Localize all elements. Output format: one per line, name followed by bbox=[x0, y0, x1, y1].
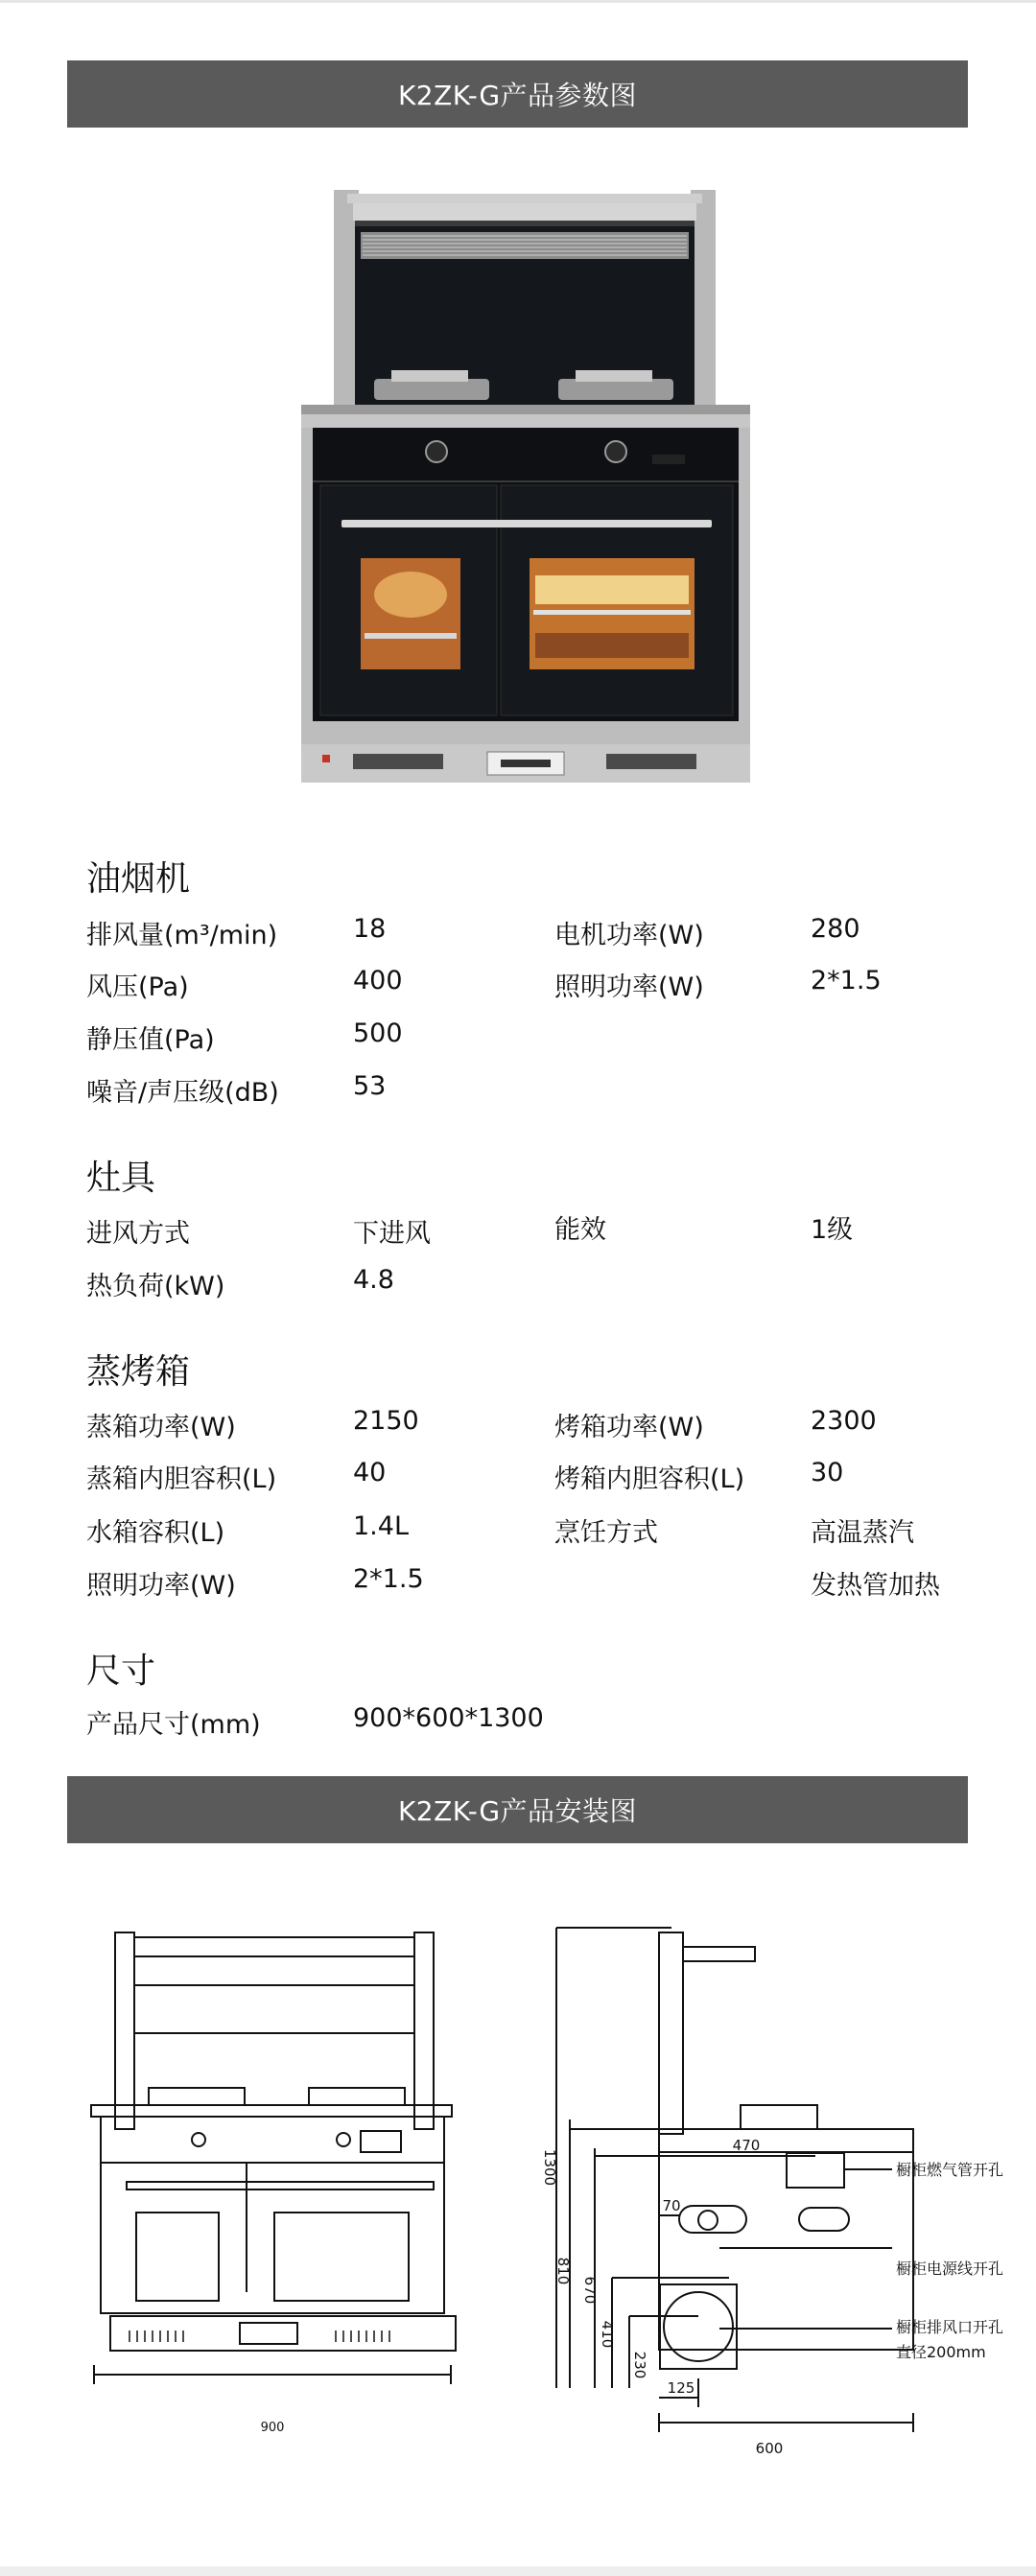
label-power-cable-hole: 橱柜电源线开孔 bbox=[896, 2260, 1004, 2278]
spec-label: 电机功率(W) bbox=[554, 921, 704, 950]
spec-label: 产品尺寸(mm) bbox=[86, 1710, 261, 1740]
product-image bbox=[288, 182, 758, 796]
dim-70: 70 bbox=[662, 2197, 681, 2214]
spec-value: 4.8 bbox=[353, 1265, 394, 1295]
spec-label: 噪音/声压级(dB) bbox=[86, 1078, 279, 1108]
dim-600: 600 bbox=[755, 2440, 784, 2457]
params-banner bbox=[67, 60, 968, 128]
size-section-title: 尺寸 bbox=[86, 1651, 156, 1691]
dim-height-1300: 1300 bbox=[541, 2148, 558, 2187]
spec-value: 1级 bbox=[811, 1215, 854, 1245]
spec-label: 静压值(Pa) bbox=[86, 1025, 215, 1055]
spec-value: 高温蒸汽 bbox=[811, 1518, 914, 1548]
spec-value: 1.4L bbox=[353, 1511, 409, 1541]
spec-label: 能效 bbox=[554, 1215, 606, 1245]
stove-section-title: 灶具 bbox=[86, 1159, 156, 1198]
spec-label: 热负荷(kW) bbox=[86, 1272, 225, 1301]
dim-230: 230 bbox=[631, 2351, 648, 2379]
oven-section-title: 蒸烤箱 bbox=[86, 1352, 191, 1392]
spec-value: 400 bbox=[353, 966, 403, 995]
hood-section-title: 油烟机 bbox=[86, 859, 191, 899]
install-banner-title: K2ZK-G产品安装图 bbox=[397, 1795, 638, 1827]
spec-label: 蒸箱内胆容积(L) bbox=[86, 1464, 277, 1494]
label-vent-hole: 橱柜排风口开孔 bbox=[896, 2318, 1004, 2336]
spec-value: 2*1.5 bbox=[353, 1564, 424, 1594]
dim-125: 125 bbox=[667, 2379, 695, 2397]
top-divider bbox=[0, 0, 1036, 3]
dim-front-width: 900 bbox=[260, 2421, 285, 2435]
spec-value: 900*600*1300 bbox=[353, 1703, 544, 1733]
spec-label: 水箱容积(L) bbox=[86, 1518, 225, 1548]
spec-value: 下进风 bbox=[353, 1219, 431, 1249]
spec-value: 53 bbox=[353, 1071, 387, 1101]
spec-label: 风压(Pa) bbox=[86, 972, 189, 1002]
spec-value: 2*1.5 bbox=[811, 966, 882, 995]
bottom-divider bbox=[0, 2566, 1036, 2576]
spec-label: 进风方式 bbox=[86, 1219, 190, 1249]
spec-label: 排风量(m³/min) bbox=[86, 921, 278, 950]
spec-value: 500 bbox=[353, 1019, 403, 1048]
spec-value: 发热管加热 bbox=[811, 1571, 940, 1601]
spec-label: 烤箱功率(W) bbox=[554, 1413, 704, 1442]
spec-label: 烹饪方式 bbox=[554, 1518, 658, 1548]
spec-label: 照明功率(W) bbox=[86, 1571, 236, 1601]
spec-label: 蒸箱功率(W) bbox=[86, 1413, 236, 1442]
spec-value: 280 bbox=[811, 914, 860, 944]
install-banner bbox=[67, 1776, 968, 1843]
label-gas-pipe-hole: 橱柜燃气管开孔 bbox=[896, 2161, 1004, 2179]
spec-value: 18 bbox=[353, 914, 387, 944]
spec-value: 2300 bbox=[811, 1406, 877, 1436]
params-banner-title: K2ZK-G产品参数图 bbox=[397, 80, 638, 111]
dim-670: 670 bbox=[581, 2276, 599, 2305]
dim-810: 810 bbox=[554, 2257, 572, 2285]
spec-label: 烤箱内胆容积(L) bbox=[554, 1464, 745, 1494]
dim-410: 410 bbox=[599, 2320, 616, 2349]
dim-470: 470 bbox=[732, 2137, 761, 2154]
spec-label: 照明功率(W) bbox=[554, 972, 704, 1002]
spec-value: 2150 bbox=[353, 1406, 419, 1436]
spec-value: 40 bbox=[353, 1458, 387, 1487]
spec-value: 30 bbox=[811, 1458, 844, 1487]
label-vent-diameter: 直径200mm bbox=[896, 2343, 986, 2361]
installation-diagram bbox=[58, 1909, 1017, 2484]
